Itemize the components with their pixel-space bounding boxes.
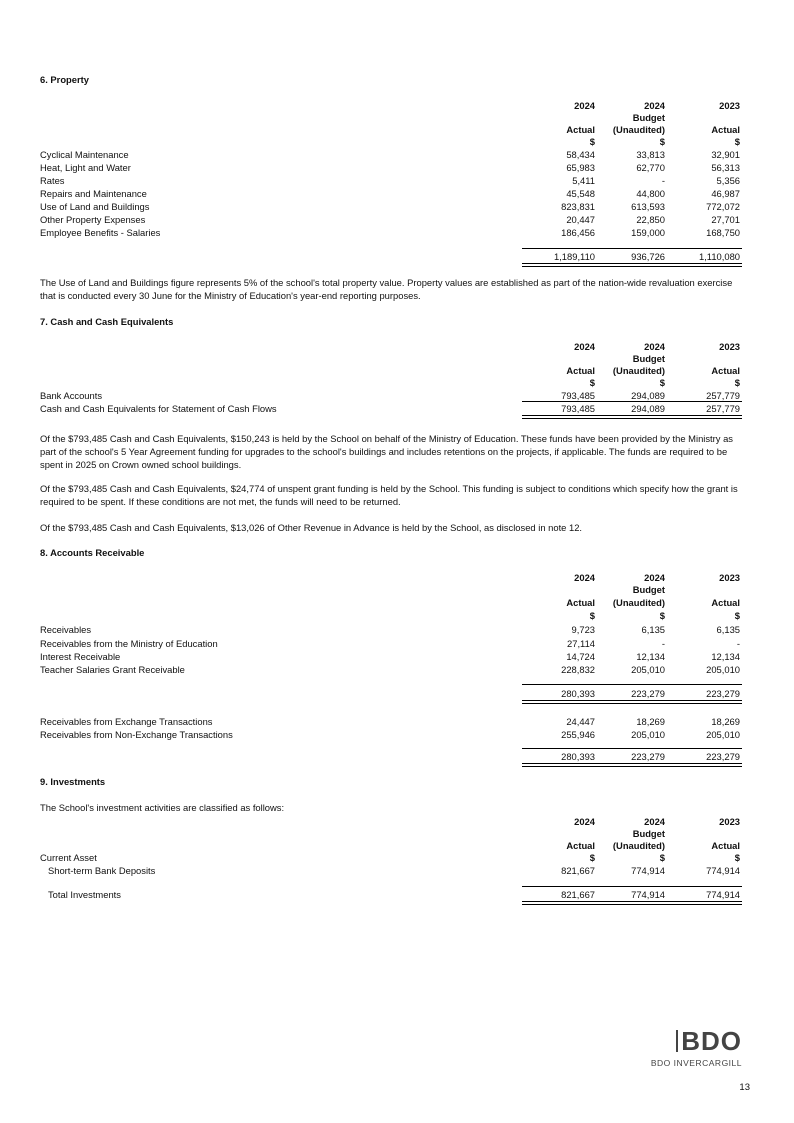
total-value: 223,279 [631,751,665,762]
total-value: 1,110,080 [698,251,740,262]
cell-value: 774,914 [706,865,740,876]
cell-value: 294,089 [631,390,665,401]
col-header: $ [659,610,665,621]
cash-paragraph: Of the $793,485 Cash and Cash Equivalents, $13,026 of Other Revenue in Advance is held by the School, as disclosed in note 12. [40,522,583,533]
total-rule [522,248,742,249]
col-header: Budget [632,828,665,839]
col-header: 2023 [719,572,740,583]
col-header: Actual [566,365,595,376]
col-header: Budget [632,353,665,364]
total-rule [522,401,742,402]
cell-value: 205,010 [706,664,740,675]
col-header: Actual [566,597,595,608]
cell-value: - [736,638,740,649]
cell-value: 774,914 [631,865,665,876]
total-value: 774,914 [706,889,740,900]
total-rule [522,886,742,887]
col-header: (Unaudited) [612,365,665,376]
col-header: $ [589,610,595,621]
col-header: $ [589,852,595,863]
row-label: Receivables from Exchange Transactions [40,716,213,727]
receivables-heading: 8. Accounts Receivable [40,547,145,558]
cell-value: 65,983 [566,162,595,173]
row-label: Teacher Salaries Grant Receivable [40,664,185,675]
double-rule [522,763,742,767]
cell-value: 45,548 [566,188,595,199]
cash-heading: 7. Cash and Cash Equivalents [40,316,174,327]
total-value: 223,279 [706,751,740,762]
cell-value: 24,447 [566,716,595,727]
cell-value: 9,723 [571,624,595,635]
row-label: Short-term Bank Deposits [48,865,156,876]
col-header: Budget [632,584,665,595]
page-number: 13 [739,1082,750,1093]
total-value: 280,393 [561,751,595,762]
col-header: 2024 [574,100,595,111]
cell-value: 793,485 [561,390,595,401]
col-header: 2023 [719,100,740,111]
cell-value: 6,135 [716,624,740,635]
col-header: Budget [632,112,665,123]
cell-value: 159,000 [631,227,665,238]
col-header: 2024 [574,816,595,827]
cell-value: 821,667 [561,865,595,876]
col-header: 2024 [574,572,595,583]
row-label: Interest Receivable [40,651,121,662]
bdo-logo [676,1026,742,1057]
cell-value: 12,134 [711,651,740,662]
row-label: Heat, Light and Water [40,162,131,173]
total-value: 774,914 [631,889,665,900]
col-header: $ [589,377,595,388]
col-header: (Unaudited) [612,597,665,608]
cell-value: - [661,175,665,186]
col-header: 2024 [644,341,665,352]
col-header: $ [734,377,740,388]
cell-value: 257,779 [706,390,740,401]
cell-value: 5,411 [572,175,595,186]
cell-value: 18,269 [636,716,665,727]
investments-heading: 9. Investments [40,776,106,787]
double-rule [522,415,742,419]
cell-value: 22,850 [636,214,665,225]
row-label: Cyclical Maintenance [40,149,129,160]
row-label: Receivables from Non-Exchange Transactions [40,729,233,740]
double-rule [522,263,742,267]
row-label: Total Investments [48,889,121,900]
row-label: Receivables from the Ministry of Education [40,638,218,649]
total-value: 280,393 [561,688,595,699]
cell-value: 18,269 [711,716,740,727]
total-value: 793,485 [561,403,595,414]
col-header: (Unaudited) [612,840,665,851]
total-rule [522,684,742,685]
total-rule [522,748,742,749]
cell-value: 5,356 [716,175,740,186]
cell-value: 613,593 [631,201,665,212]
property-note: The Use of Land and Buildings figure represents 5% of the school's total property value. Property values are established as part of the nation-wide revaluation exercise that is conducted every 30 June for the Ministry of Education's year-end reporting purposes. [40,277,733,301]
double-rule [522,700,742,704]
cell-value: 44,800 [636,188,665,199]
col-header: 2024 [644,100,665,111]
cell-value: 205,010 [706,729,740,740]
cell-value: 205,010 [631,664,665,675]
cash-paragraph: Of the $793,485 Cash and Cash Equivalents, $150,243 is held by the School on behalf of the Ministry of Education. These funds have been provided by the Ministry as part of the school's 5 Year Agreement funding for upgrades to the school's buildings and includes retentions on the projects, if applicable. The funds are required to be spent in 2025 on Crown owned school buildings. [40,433,733,470]
cell-value: 12,134 [636,651,665,662]
cell-value: 56,313 [711,162,740,173]
firm-name: BDO INVERCARGILL [650,1058,742,1068]
double-rule [522,901,742,905]
cell-value: 20,447 [566,214,595,225]
row-label: Repairs and Maintenance [40,188,147,199]
row-label: Employee Benefits - Salaries [40,227,161,238]
cell-value: - [661,638,665,649]
total-value: 223,279 [631,688,665,699]
row-label: Use of Land and Buildings [40,201,150,212]
col-header: Actual [711,840,740,851]
total-value: 936,726 [631,251,665,262]
col-header: Actual [711,365,740,376]
col-header: Actual [566,124,595,135]
investments-intro: The School's investment activities are classified as follows: [40,802,285,813]
cell-value: 46,987 [711,188,740,199]
col-header: 2023 [719,341,740,352]
col-header: 2024 [574,341,595,352]
total-value: 223,279 [706,688,740,699]
col-header: Actual [711,124,740,135]
total-value: 821,667 [561,889,595,900]
col-header: $ [589,136,595,147]
total-value: 257,779 [706,403,740,414]
col-header: Actual [711,597,740,608]
col-header: Actual [566,840,595,851]
cell-value: 62,770 [636,162,665,173]
cell-value: 14,724 [566,651,595,662]
row-label: Bank Accounts [40,390,103,401]
row-label: Other Property Expenses [40,214,146,225]
col-header: $ [734,852,740,863]
cell-value: 228,832 [561,664,595,675]
cell-value: 205,010 [631,729,665,740]
logo-text: BDO [681,1026,742,1056]
cell-value: 772,072 [706,201,740,212]
cash-paragraph: Of the $793,485 Cash and Cash Equivalents, $24,774 of unspent grant funding is held by the School. This funding is subject to conditions which specify how the grant is required to be spent. If these conditions are not met, the funds will need to be returned. [40,483,738,507]
col-header: 2023 [719,816,740,827]
logo-bar-icon [676,1030,678,1052]
cell-value: 6,135 [641,624,665,635]
row-label: Current Asset [40,852,97,863]
cell-value: 186,456 [561,227,595,238]
col-header: 2024 [644,816,665,827]
total-value: 1,189,110 [553,251,595,262]
row-label: Receivables [40,624,92,635]
total-value: 294,089 [631,403,665,414]
col-header: $ [734,610,740,621]
cell-value: 32,901 [711,149,740,160]
cell-value: 255,946 [561,729,595,740]
cell-value: 27,114 [567,638,595,649]
col-header: $ [659,852,665,863]
col-header: $ [734,136,740,147]
cell-value: 168,750 [706,227,740,238]
cell-value: 33,813 [636,149,665,160]
col-header: $ [659,136,665,147]
property-heading: 6. Property [40,74,89,85]
col-header: 2024 [644,572,665,583]
row-label: Rates [40,175,65,186]
cell-value: 823,831 [561,201,595,212]
row-label: Cash and Cash Equivalents for Statement of Cash Flows [40,403,277,414]
cell-value: 27,701 [711,214,740,225]
col-header: (Unaudited) [612,124,665,135]
cell-value: 58,434 [566,149,595,160]
col-header: $ [659,377,665,388]
